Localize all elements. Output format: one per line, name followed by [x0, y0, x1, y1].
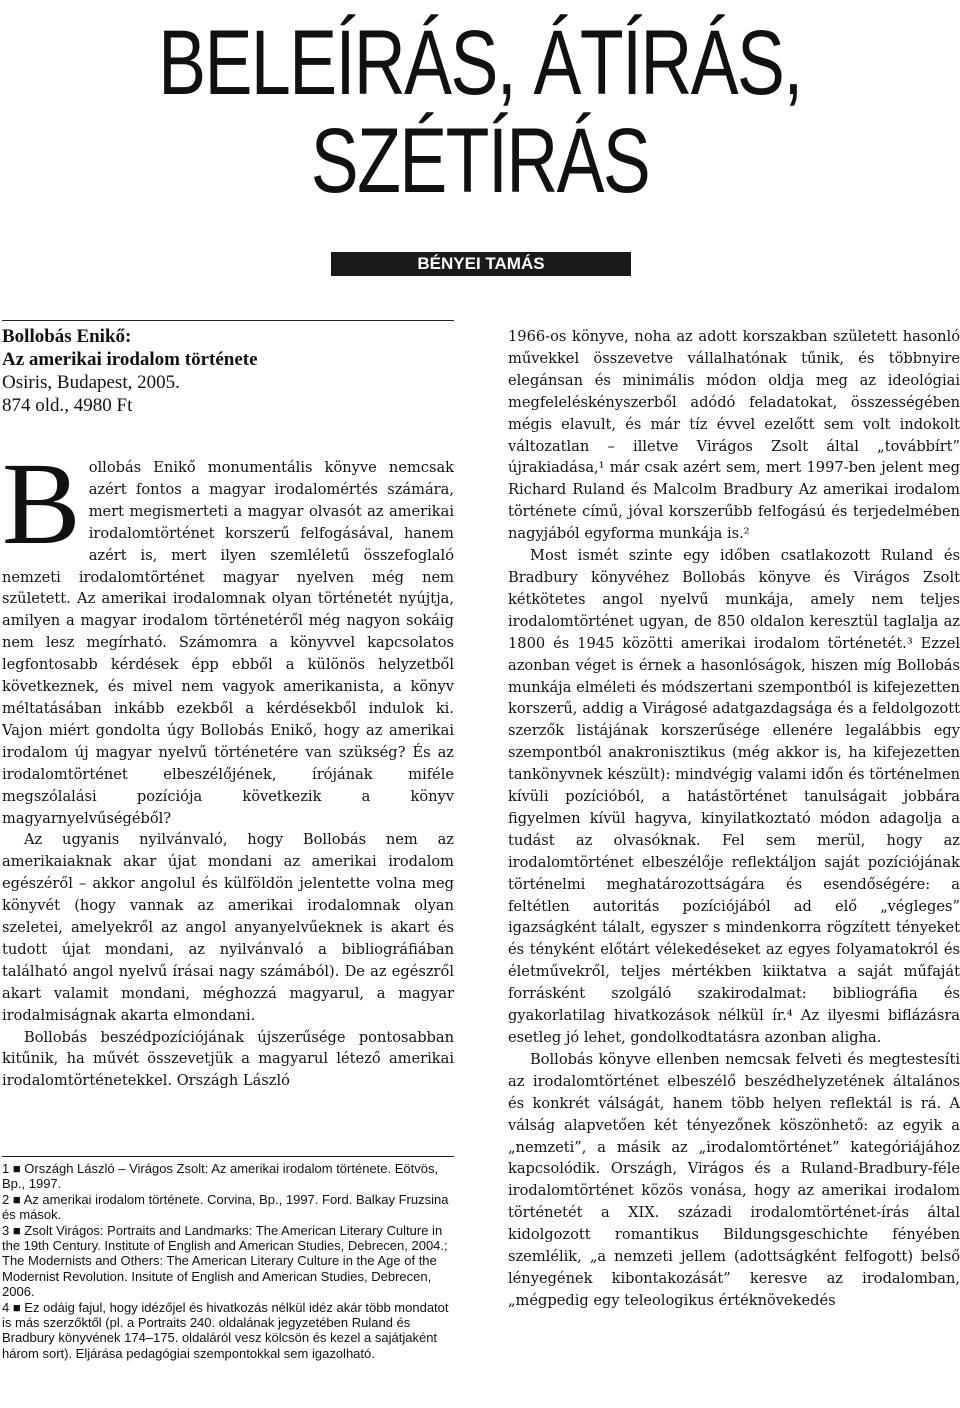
book-info: [2, 325, 454, 417]
footnote: 1 ■ Országh László – Virágos Zsolt: Az amerikai irodalom története. Eötvös, Bp., 1997.: [2, 1161, 439, 1192]
paragraph-text: ollobás Enikő monumentális könyve nemcsak azért fontos a magyar irodalomértés számára, mert megismerteti a magyar olvasót az amerikai irodalomtörténet korszerű felfogásával, hanem azért is, mert ilyen szemléletű összefoglaló nemzeti irodalomtörténet magyar nyelven még nem született. Az amerikai irodalomnak olyan történetét nyújtja, amilyen a magyar irodalom történetéről még nagyon sokáig nem lesz megírható. Számomra a könyvvel kapcsolatos legfontosabb kérdések épp ebből a különös helyzetből következnek, és mivel nem vagyok amerikanista, a könyv méltatásában inkább ezekből a kérdésekből indulok ki. Vajon miért gondolta úgy Bollobás Enikő, hogy az amerikai irodalom új magyar nyelvű történetére van szükség? És az irodalomtörténet elbeszélőjének, írójának miféle megszólalási pozíciója következik a könyv magyarnyelvűségéből?: [2, 459, 454, 827]
paragraph: Bollobás beszédpozíciójának újszerűsége pontosabban kitűnik, ha művét összevetjük a magyarul létező amerikai irodalomtörténetekkel. Országh László: [2, 1028, 454, 1090]
top-rule: [2, 320, 454, 321]
book-pages-price: 874 old., 4980 Ft: [2, 395, 133, 416]
paragraph: Bollobás könyve ellenben nemcsak felveti és megtestesíti az irodalomtörténet elbeszélő beszédhelyzetének általános és konkrét válságát, hanem több helyen reflektál is rá. A válság alapvetően két tényezőnek köszönhető: az egyik a „nemzeti”, a másik az „irodalomtörténet” kategóriájához kapcsolódik. Országh, Virágos és a Ruland-Bradbury-féle irodalomtörténet közös vonása, hogy az amerikai irodalom történetét a XIX. századi irodalomtörténet-írás által kidolgozott romantikus Bildungsgeschichte fényében szemlélik, „a nemzeti jellem (adottságként felfogott) belső lényegének kibontakozását” keresve az irodalomban, „mégpedig egy teleologikus értéknövekedés: [508, 1050, 960, 1309]
right-column: [508, 326, 960, 1312]
book-title: Az amerikai irodalom története: [2, 349, 258, 370]
footnotes: [2, 1156, 454, 1361]
footnote: 2 ■ Az amerikai irodalom története. Corvina, Bp., 1997. Ford. Balkay Fruzsina és mások.: [2, 1191, 449, 1223]
article-title: [106, 14, 855, 210]
footnote: 3 ■ Zsolt Virágos: Portraits and Landmarks: The American Literary Culture in the 19th Century. Institute of English and American Studies, Debrecen, 2004.; The Modernists and Others: The American Literary Culture in the Age of the Modernist Revolution. Insitute of English and American Studies, Debrecen, 2006.: [2, 1222, 448, 1300]
footnote-rule: [2, 1156, 454, 1157]
book-author: Bollobás Enikő:: [2, 326, 132, 347]
book-publisher: Osiris, Budapest, 2005.: [2, 372, 180, 393]
paragraph: Az ugyanis nyilvánvaló, hogy Bollobás nem az amerikaiaknak akar újat mondani az amerikai irodalom egészéről – akkor angolul és külföldön jelentette volna meg könyvét (hogy vannak az amerikai irodalomnak olyan szeletei, amelyekről az angol anyanyelvűeknek is akart és tudott újat mondani, az nyilvánvaló a bibliográfiában található angol nyelvű írásai nagy számából). De az egészről akart valamit mondani, méghozzá magyarul, a magyar irodalmiságnak akarta elmondani.: [2, 831, 454, 1024]
drop-cap: B: [2, 438, 81, 569]
title-line-2: SZÉTÍRÁS: [310, 110, 650, 212]
title-line-1: BELEÍRÁS, ÁTÍRÁS,: [158, 12, 802, 114]
paragraph: [2, 438, 454, 829]
footnote: 4 ■ Ez odáig fajul, hogy idézőjel és hivatkozás nélkül idéz akár több mondatot is más szerzőktől (pl. a Portraits 240. oldalának jegyzetében Ruland és Bradbury könyvének 174–175. oldaláról vesz kölcsön és kezel a sajátjaként három sort). Eljárása pedagógiai szempontokkal sem igazolható.: [2, 1299, 449, 1361]
paragraph: Most ismét szinte egy időben csatlakozott Ruland és Bradbury könyvéhez Bollobás könyve és Virágos Zsolt kétkötetes angol nyelvű munkája, amely nem teljes irodalomtörténet ugyan, de 850 oldalon keresztül taglalja az 1800 és 1945 közötti amerikai irodalom történetét.³ Ezzel azonban véget is érnek a hasonlóságok, hiszen míg Bollobás munkája elméleti és módszertani szempontból is kifejezetten korszerű, addig a Virágosé adatgazdagsága és a feldolgozott szerzők listájának korszerűsége ellenére legalábbis egy szempontból anakronisztikus (még akkor is, ha kifejezetten tankönyvnek készült): mindvégig valami időn és történelmen kívüli pozícióból, a hatástörténet tanulságait jobbára figyelmen kívül hagyva, kinyilatkoztató módon adagolja a tudást az olvasóknak. Fel sem merül, hogy az irodalomtörténet elbeszélője reflektáljon saját pozíciójának történelmi meghatározottságára és esendőségére: a feltétlen autoritás pozíciójából ad elő „végleges” igazságként tálalt, egyszer s mindenkorra rögzített tényeket és tényként előtárt vélekedéseket az egyes folyamatokról és életművekről, teljes mértékben kiiktatva a saját műfaját forrásként szolgáló szakirodalmat: bibliográfia és gyakorlatilag hivatkozások nélkül ír.⁴ Az ilyesmi biflázásra esetleg jó lehet, gondolkodtatásra azonban aligha.: [508, 547, 960, 1046]
author-banner: BÉNYEI TAMÁS: [331, 252, 631, 276]
paragraph: 1966-os könyve, noha az adott korszakban született hasonló művekkel összevetve vállalhatónak tűnik, és többnyire elegánsan és minimális módon oldja meg az ideológiai megfeleléskényszerből adódó feladatokat, összességében mégis elavult, és már tíz évvel ezelőtt sem volt indokolt változatlan – illetve Virágos Zsolt által „továbbírt” újrakiadása,¹ már csak azért sem, mert 1997-ben jelent meg Richard Ruland és Malcolm Bradbury Az amerikai irodalom története című, jóval korszerűbb felfogású és terjedelmében nagyjából egyforma munkája is.²: [508, 328, 960, 543]
left-column: [2, 320, 454, 1092]
